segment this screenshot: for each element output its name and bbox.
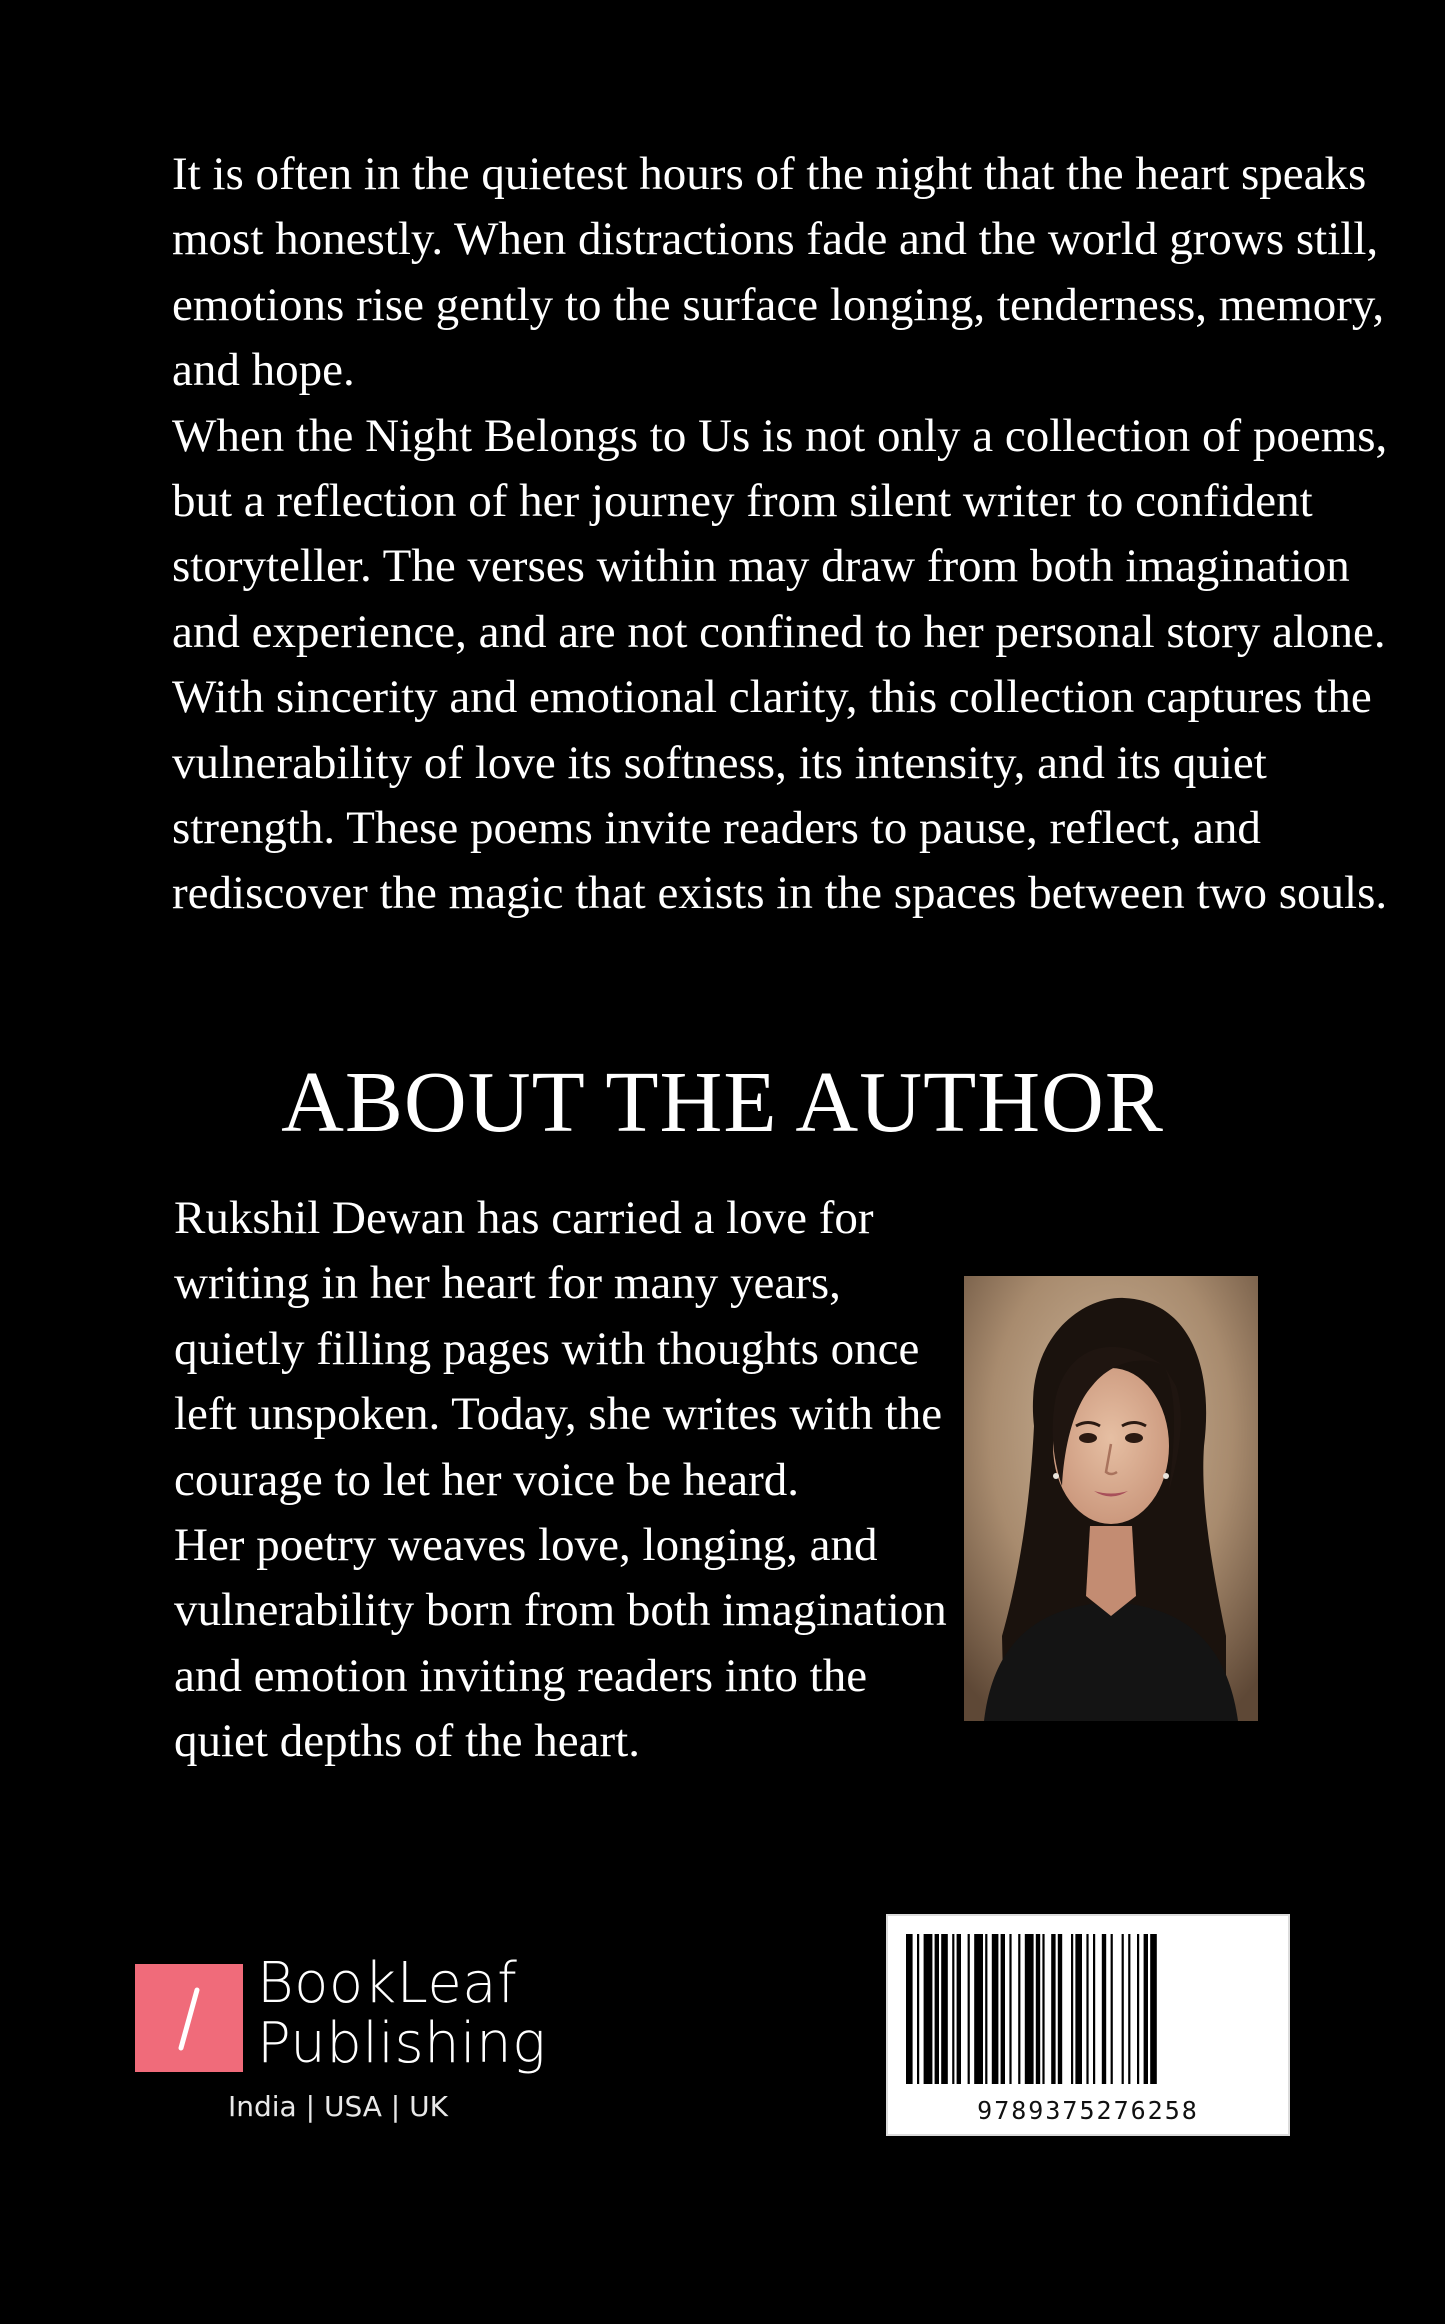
barcode-bar: [906, 1934, 913, 2084]
blurb-paragraph-1: It is often in the quietest hours of the night that the heart speaks most honestly. When distractions fade and the world grows still, emotions rise gently to the surface longing, tenderness, memory, and hope.: [172, 148, 1385, 397]
barcode-bar: [1058, 1934, 1062, 2084]
barcode-bar: [1111, 1934, 1113, 2084]
barcode-bar: [1150, 1934, 1157, 2084]
barcode-bar: [1051, 1934, 1055, 2084]
barcode-bar: [1009, 1934, 1011, 2084]
barcode-bar: [1137, 1934, 1139, 2084]
barcode-bar: [1001, 1934, 1005, 2084]
barcode-bars: [906, 1934, 1272, 2084]
barcode-bar: [1071, 1934, 1073, 2084]
barcode-bar: [992, 1934, 999, 2084]
isbn-number: 9789375276258: [977, 2096, 1199, 2125]
blurb-paragraph-2: When the Night Belongs to Us is not only a collection of poems, but a reflection of her journey from silent writer to confident storyteller. The verses within may draw from both imagination and experience, and are not confined to her personal story alone. With sincerity and emotional clarity, this collection captures the vulnerability of love its softness, its intensity, and its quiet strength. These poems invite readers to pause, reflect, and rediscover the magic that exists in the spaces between two souls.: [172, 409, 1388, 920]
about-author-heading: ABOUT THE AUTHOR: [281, 1053, 1164, 1150]
author-bio: [174, 1186, 954, 1775]
barcode-bar: [941, 1934, 948, 2084]
publisher-tagline: India | USA | UK: [228, 2090, 448, 2123]
barcode-bar: [1102, 1934, 1106, 2084]
barcode-bar: [1075, 1934, 1082, 2084]
bio-paragraph-2: Her poetry weaves love, longing, and vulnerability born from both imagination and emotion inviting readers into the quiet depths of the heart.: [174, 1519, 947, 1768]
publisher-name-line-2: Publishing: [257, 2011, 547, 2076]
isbn-barcode: [886, 1914, 1290, 2136]
publisher-name-line-1: BookLeaf: [257, 1951, 518, 2016]
barcode-bar: [924, 1934, 933, 2084]
barcode-bar: [1122, 1934, 1124, 2084]
barcode-bar: [1093, 1934, 1095, 2084]
barcode-bar: [917, 1934, 919, 2084]
back-cover-blurb: [172, 142, 1392, 927]
bookleaf-slash-icon: [135, 1964, 243, 2072]
barcode-bar: [1025, 1934, 1034, 2084]
barcode-bar: [968, 1934, 970, 2084]
barcode-bar: [1144, 1934, 1148, 2084]
bio-paragraph-1: Rukshil Dewan has carried a love for writing in her heart for many years, quietly filling pages with thoughts once left unspoken. Today, she writes with the courage to let her voice be heard.: [174, 1192, 943, 1506]
barcode-bar: [985, 1934, 987, 2084]
barcode-bar: [952, 1934, 954, 2084]
barcode-bar: [974, 1934, 983, 2084]
publisher-logo: [135, 1951, 565, 2140]
author-portrait: [964, 1276, 1258, 1721]
barcode-bar: [1036, 1934, 1040, 2084]
barcode-bar: [1086, 1934, 1088, 2084]
barcode-bar: [1018, 1934, 1020, 2084]
barcode-bar: [1128, 1934, 1130, 2084]
publisher-name: [257, 1951, 547, 2076]
barcode-bar: [935, 1934, 939, 2084]
barcode-bar: [957, 1934, 961, 2084]
barcode-bar: [1042, 1934, 1044, 2084]
